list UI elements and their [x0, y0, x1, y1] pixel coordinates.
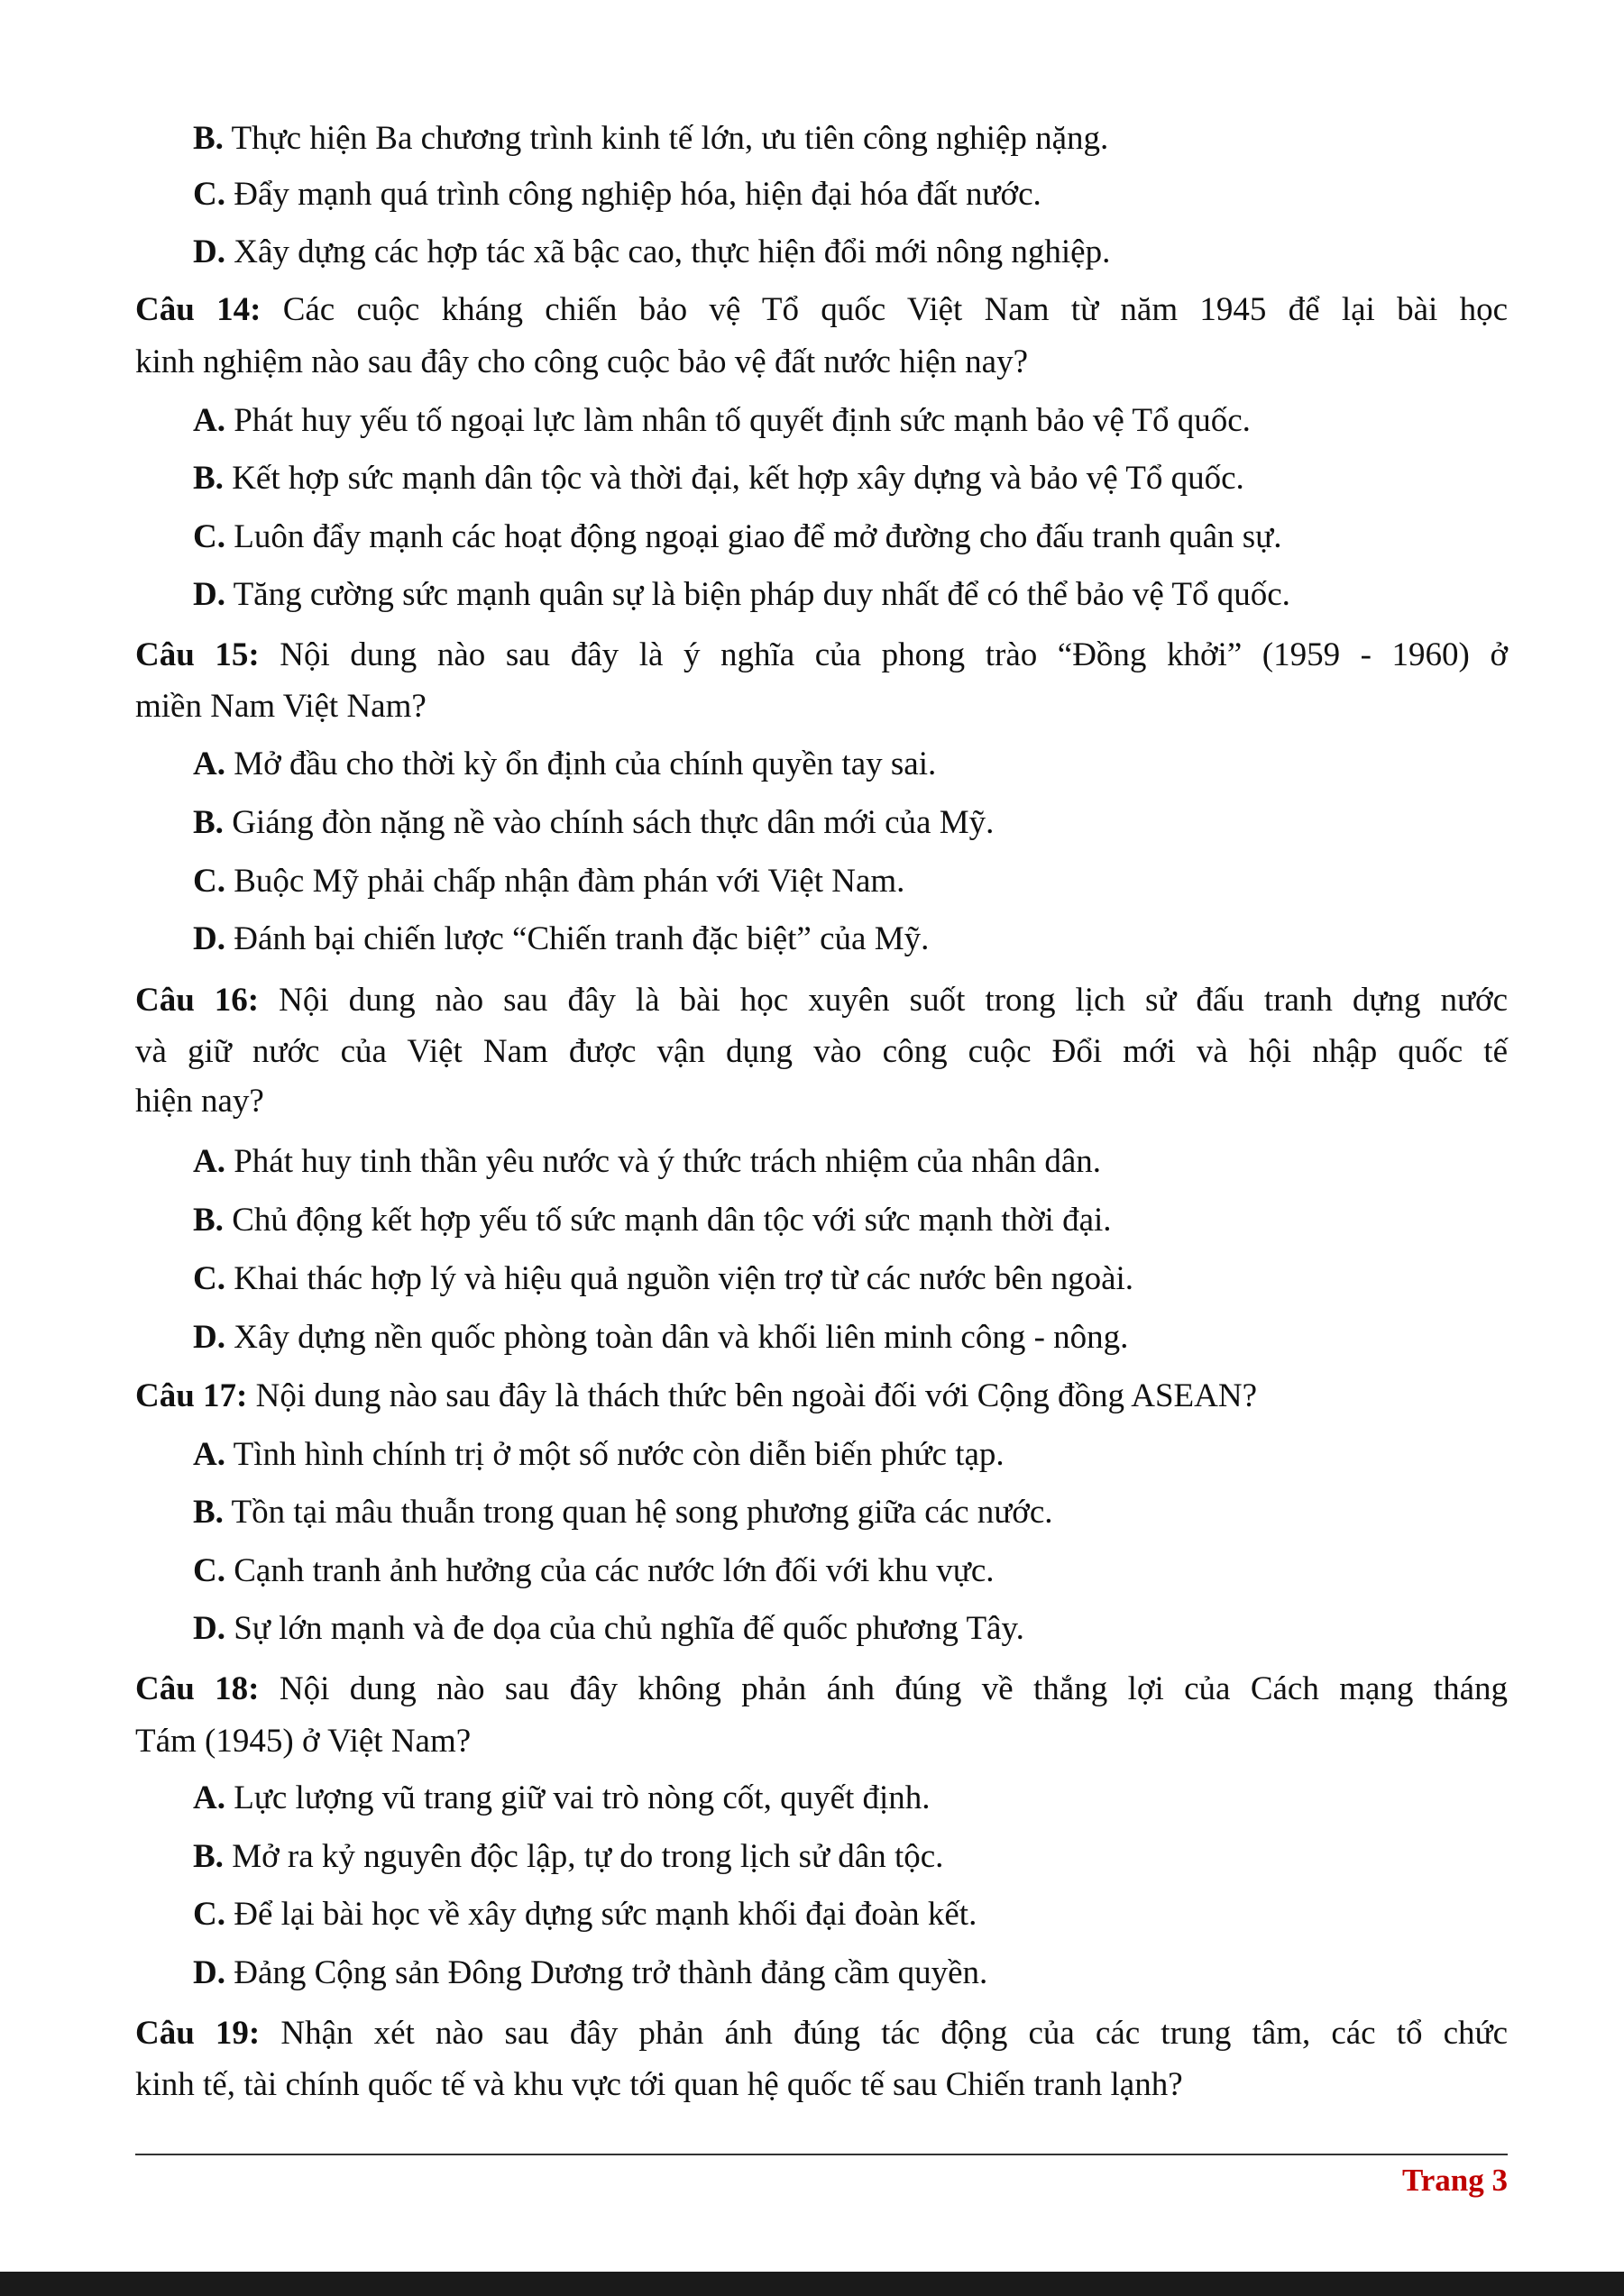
option-line: [193, 803, 994, 843]
option-letter: A.: [193, 1436, 225, 1473]
option-letter: A.: [193, 1779, 225, 1816]
option-text: Đảng Cộng sản Đông Dương trở thành đảng cầm quyền.: [234, 1954, 988, 1991]
option-letter: C.: [193, 518, 225, 555]
option-text: Mở ra kỷ nguyên độc lập, tự do trong lịch sử dân tộc.: [232, 1838, 944, 1875]
question-15-stem: [135, 636, 1508, 675]
bottom-edge-bar: [0, 2272, 1624, 2296]
option-letter: B.: [193, 120, 224, 157]
option-line: [193, 401, 1251, 441]
option-text: Thực hiện Ba chương trình kinh tế lớn, ưu tiên công nghiệp nặng.: [231, 120, 1109, 157]
option-line: [193, 1779, 931, 1818]
question-label: Câu 14:: [135, 291, 261, 328]
question-label: Câu 15:: [135, 636, 260, 673]
option-text: Luôn đẩy mạnh các hoạt động ngoại giao để mở đường cho đấu tranh quân sự.: [234, 518, 1282, 555]
question-15-stem-cont: [135, 687, 427, 727]
option-text: Đẩy mạnh quá trình công nghiệp hóa, hiện đại hóa đất nước.: [234, 176, 1041, 213]
option-letter: B.: [193, 460, 224, 497]
option-text: Khai thác hợp lý và hiệu quả nguồn viện trợ từ các nước bên ngoài.: [234, 1260, 1134, 1297]
option-text: Chủ động kết hợp yếu tố sức mạnh dân tộc với sức mạnh thời đại.: [232, 1202, 1112, 1239]
question-17-stem: [135, 1377, 1257, 1416]
option-letter: D.: [193, 920, 225, 957]
question-19-stem-cont: [135, 2065, 1183, 2105]
option-letter: C.: [193, 1260, 225, 1297]
question-18-stem-cont: [135, 1722, 471, 1761]
question-text: Nội dung nào sau đây là thách thức bên ngoài đối với Cộng đồng ASEAN?: [255, 1377, 1258, 1414]
option-line: [193, 1551, 995, 1591]
option-text: Mở đầu cho thời kỳ ổn định của chính quyền tay sai.: [234, 746, 937, 782]
question-16-stem-cont: [135, 1032, 1508, 1072]
option-letter: A.: [193, 402, 225, 439]
option-line: [193, 1435, 1005, 1475]
option-line: [193, 1201, 1112, 1240]
question-14-stem-cont: [135, 343, 1028, 382]
question-text: kinh tế, tài chính quốc tế và khu vực tới quan hệ quốc tế sau Chiến tranh lạnh?: [135, 2066, 1183, 2103]
question-text: và giữ nước của Việt Nam được vận dụng vào công cuộc Đổi mới và hội nhập quốc tế: [135, 1033, 1508, 1070]
option-letter: D.: [193, 576, 225, 613]
option-line: [193, 1259, 1133, 1299]
option-line: [193, 175, 1041, 215]
question-text: miền Nam Việt Nam?: [135, 688, 427, 725]
option-letter: D.: [193, 1610, 225, 1647]
question-label: Câu 16:: [135, 982, 260, 1019]
option-line: [193, 1837, 943, 1877]
option-line: [193, 517, 1281, 557]
question-16-stem-cont: [135, 1082, 264, 1121]
option-letter: C.: [193, 176, 225, 213]
option-letter: C.: [193, 1896, 225, 1933]
option-line: [193, 1142, 1101, 1182]
option-line: [193, 1318, 1128, 1358]
footer-divider: [135, 2154, 1508, 2155]
option-line: [193, 119, 1108, 159]
option-line: [193, 919, 929, 959]
option-letter: C.: [193, 863, 225, 900]
question-text: hiện nay?: [135, 1083, 264, 1120]
option-text: Buộc Mỹ phải chấp nhận đàm phán với Việt Nam.: [234, 863, 905, 900]
option-letter: D.: [193, 1319, 225, 1356]
option-line: [193, 459, 1244, 499]
option-text: Lực lượng vũ trang giữ vai trò nòng cốt, quyết định.: [234, 1779, 931, 1816]
option-text: Tồn tại mâu thuẫn trong quan hệ song phương giữa các nước.: [231, 1494, 1053, 1531]
question-text: Nhận xét nào sau đây phản ánh đúng tác động của các trung tâm, các tổ chức: [280, 2015, 1509, 2052]
option-letter: D.: [193, 233, 225, 270]
option-letter: B.: [193, 1494, 224, 1531]
option-letter: B.: [193, 804, 224, 841]
option-text: Đánh bại chiến lược “Chiến tranh đặc biệt” của Mỹ.: [234, 920, 930, 957]
option-line: [193, 745, 936, 784]
option-line: [193, 1493, 1053, 1532]
option-line: [193, 862, 904, 901]
option-text: Tăng cường sức mạnh quân sự là biện pháp duy nhất để có thể bảo vệ Tổ quốc.: [233, 576, 1290, 613]
question-text: Tám (1945) ở Việt Nam?: [135, 1723, 472, 1760]
question-text: Nội dung nào sau đây là bài học xuyên suốt trong lịch sử đấu tranh dựng nước: [279, 982, 1509, 1019]
question-text: Nội dung nào sau đây là ý nghĩa của phong trào “Đồng khởi” (1959 - 1960) ở: [280, 636, 1509, 673]
option-text: Cạnh tranh ảnh hưởng của các nước lớn đối với khu vực.: [234, 1552, 995, 1589]
option-text: Kết hợp sức mạnh dân tộc và thời đại, kết hợp xây dựng và bảo vệ Tổ quốc.: [232, 460, 1244, 497]
option-text: Xây dựng nền quốc phòng toàn dân và khối liên minh công - nông.: [234, 1319, 1129, 1356]
option-line: [193, 233, 1110, 272]
option-letter: B.: [193, 1838, 224, 1875]
option-letter: C.: [193, 1552, 225, 1589]
question-14-stem: [135, 290, 1508, 330]
question-text: kinh nghiệm nào sau đây cho công cuộc bảo vệ đất nước hiện nay?: [135, 343, 1029, 380]
question-label: Câu 19:: [135, 2015, 261, 2052]
option-text: Để lại bài học về xây dựng sức mạnh khối đại đoàn kết.: [234, 1896, 977, 1933]
option-text: Phát huy tinh thần yêu nước và ý thức trách nhiệm của nhân dân.: [234, 1143, 1102, 1180]
option-text: Sự lớn mạnh và đe dọa của chủ nghĩa đế quốc phương Tây.: [234, 1610, 1024, 1647]
option-text: Tình hình chính trị ở một số nước còn diễn biến phức tạp.: [233, 1436, 1005, 1473]
question-label: Câu 18:: [135, 1670, 260, 1707]
option-text: Xây dựng các hợp tác xã bậc cao, thực hiện đổi mới nông nghiệp.: [234, 233, 1111, 270]
option-line: [193, 1895, 977, 1935]
question-19-stem: [135, 2014, 1508, 2054]
option-line: [193, 1609, 1024, 1649]
option-text: Giáng đòn nặng nề vào chính sách thực dân mới của Mỹ.: [232, 804, 995, 841]
option-letter: D.: [193, 1954, 225, 1991]
question-16-stem: [135, 981, 1508, 1020]
question-label: Câu 17:: [135, 1377, 248, 1414]
option-letter: A.: [193, 1143, 225, 1180]
option-letter: B.: [193, 1202, 224, 1239]
option-letter: A.: [193, 746, 225, 782]
question-text: Các cuộc kháng chiến bảo vệ Tổ quốc Việt Nam từ năm 1945 để lại bài học: [282, 291, 1509, 328]
option-line: [193, 1953, 987, 1993]
question-text: Nội dung nào sau đây không phản ánh đúng về thắng lợi của Cách mạng tháng: [279, 1670, 1508, 1707]
option-text: Phát huy yếu tố ngoại lực làm nhân tố quyết định sức mạnh bảo vệ Tổ quốc.: [234, 402, 1251, 439]
question-18-stem: [135, 1669, 1508, 1709]
option-line: [193, 575, 1290, 615]
page-number: Trang 3: [1402, 2163, 1508, 2198]
